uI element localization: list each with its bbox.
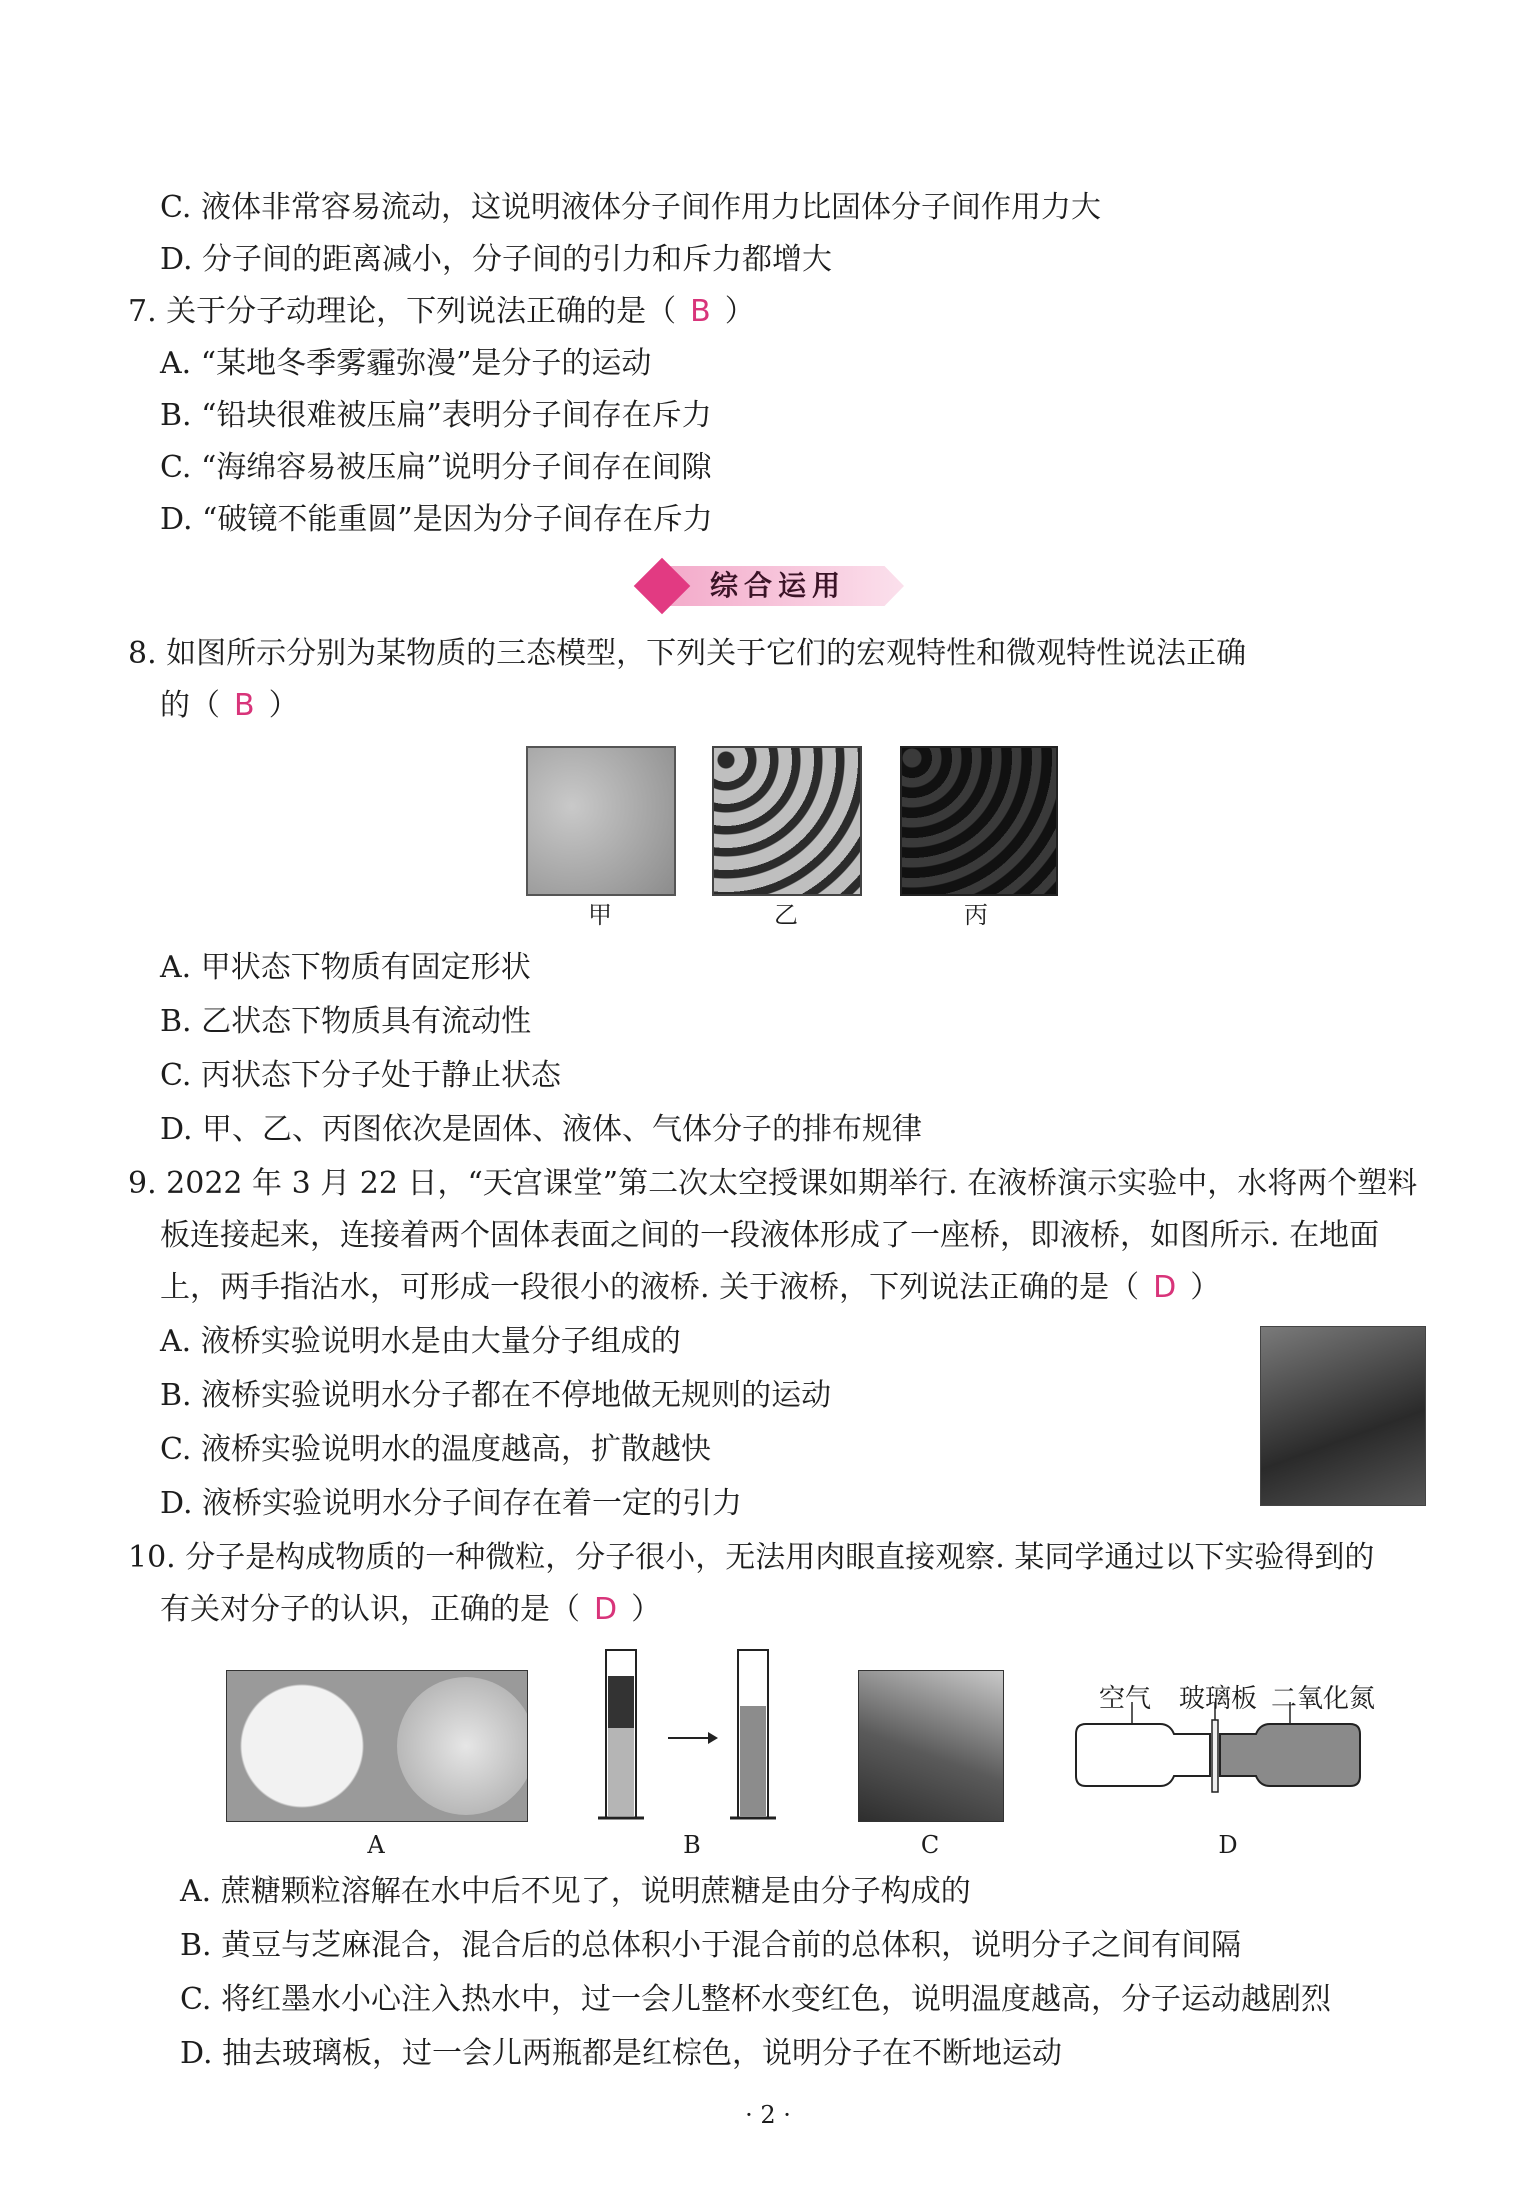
q10-option-b: B. 黄豆与芝麻混合，混合后的总体积小于混合前的总体积，说明分子之间有间隔 bbox=[180, 1928, 1242, 1963]
q10-answer: D bbox=[594, 1592, 618, 1627]
q10-figure-b-cylinder-right bbox=[730, 1650, 776, 1818]
q7-option-b: B. “铅块很难被压扁”表明分子间存在斥力 bbox=[160, 398, 712, 433]
q8-close: ） bbox=[268, 688, 299, 723]
q10-option-c: C. 将红墨水小心注入热水中，过一会儿整杯水变红色，说明温度越高，分子运动越剧烈 bbox=[180, 1982, 1331, 2017]
q9-stem-text: 上，两手指沾水，可形成一段很小的液桥. 关于液桥，下列说法正确的是（ bbox=[160, 1270, 1140, 1305]
q10-figure-b-cylinder-left bbox=[598, 1650, 644, 1818]
q8-stem-line1: 8. 如图所示分别为某物质的三态模型，下列关于它们的宏观特性和微观特性说法正确 bbox=[128, 636, 1247, 671]
q8-option-c: C. 丙状态下分子处于静止状态 bbox=[160, 1058, 561, 1093]
q9-option-c: C. 液桥实验说明水的温度越高，扩散越快 bbox=[160, 1432, 711, 1467]
q10-figure-a-sugar bbox=[226, 1670, 528, 1822]
q9-photo-liquid-bridge bbox=[1260, 1326, 1426, 1506]
q8-fig-label-3: 丙 bbox=[964, 901, 988, 929]
q10-fig-label-d: D bbox=[1218, 1831, 1238, 1859]
q8-figure-gas bbox=[526, 746, 676, 896]
q7-option-a: A. “某地冬季雾霾弥漫”是分子的运动 bbox=[160, 346, 652, 381]
q10-stem-line2 bbox=[160, 1590, 661, 1630]
q7-answer: B bbox=[690, 294, 711, 329]
section-title: 综合运用 bbox=[710, 569, 847, 602]
q10-stem-text: 有关对分子的认识，正确的是（ bbox=[160, 1592, 580, 1627]
q10-fig-label-b: B bbox=[683, 1831, 701, 1859]
q10-fig-label-a: A bbox=[367, 1831, 385, 1859]
q8-stem-line2 bbox=[160, 686, 299, 726]
q10-option-a: A. 蔗糖颗粒溶解在水中后不见了，说明蔗糖是由分子构成的 bbox=[180, 1874, 971, 1909]
q10-figure-b-cylinders bbox=[598, 1646, 788, 1826]
q7-stem-text: 7. 关于分子动理论，下列说法正确的是（ bbox=[128, 294, 677, 329]
q8-option-a: A. 甲状态下物质有固定形状 bbox=[160, 950, 531, 985]
q9-option-d: D. 液桥实验说明水分子间存在着一定的引力 bbox=[160, 1486, 743, 1521]
q10-figure-d-bottle-no2 bbox=[1220, 1724, 1360, 1786]
q9-stem-line3 bbox=[160, 1268, 1220, 1308]
q10-figure-c-ink bbox=[858, 1670, 1004, 1822]
q10-figure-d-label-air: 空气 bbox=[1098, 1684, 1151, 1714]
q10-close: ） bbox=[631, 1592, 662, 1627]
q7-option-d: D. “破镜不能重圆”是因为分子间存在斥力 bbox=[160, 502, 713, 537]
q6-option-d: D. 分子间的距离减小，分子间的引力和斥力都增大 bbox=[160, 242, 833, 277]
q10-fig-label-c: C bbox=[920, 1831, 940, 1859]
page-number: · 2 · bbox=[745, 2101, 791, 2129]
q9-stem-line2: 板连接起来，连接着两个固体表面之间的一段液体形成了一座桥，即液桥，如图所示. 在地面 bbox=[160, 1218, 1380, 1253]
q6-option-c: C. 液体非常容易流动，这说明液体分子间作用力比固体分子间作用力大 bbox=[160, 190, 1101, 225]
q10-figure-d-glass-plate bbox=[1212, 1720, 1218, 1792]
q10-figure-d-label-no2: 二氧化氮 bbox=[1270, 1684, 1375, 1714]
q9-answer: D bbox=[1153, 1270, 1177, 1305]
q8-fig-label-2: 乙 bbox=[774, 901, 798, 929]
q8-option-b: B. 乙状态下物质具有流动性 bbox=[160, 1004, 532, 1039]
q9-option-a: A. 液桥实验说明水是由大量分子组成的 bbox=[160, 1324, 681, 1359]
q8-stem-text: 的（ bbox=[160, 688, 220, 723]
q7-option-c: C. “海绵容易被压扁”说明分子间存在间隙 bbox=[160, 450, 712, 485]
q10-figure-b-arrow-icon bbox=[668, 1732, 718, 1744]
q8-figure-solid bbox=[900, 746, 1058, 896]
q10-figure-d-bottle-air bbox=[1076, 1724, 1210, 1786]
q10-option-d: D. 抽去玻璃板，过一会儿两瓶都是红棕色，说明分子在不断地运动 bbox=[180, 2036, 1063, 2071]
section-banner bbox=[632, 558, 922, 614]
q9-close: ） bbox=[1190, 1270, 1221, 1305]
q8-fig-label-1: 甲 bbox=[588, 901, 612, 929]
q8-answer: B bbox=[234, 688, 255, 723]
q10-stem-line1: 10. 分子是构成物质的一种微粒，分子很小，无法用肉眼直接观察. 某同学通过以下实验得到的 bbox=[128, 1540, 1375, 1575]
q9-stem-line1: 9. 2022 年 3 月 22 日，“天宫课堂”第二次太空授课如期举行. 在液桥演示实验中，水将两个塑料 bbox=[128, 1166, 1418, 1201]
q7-stem bbox=[128, 292, 755, 332]
q10-figure-d-label-glass: 玻璃板 bbox=[1178, 1684, 1257, 1714]
q8-option-d: D. 甲、乙、丙图依次是固体、液体、气体分子的排布规律 bbox=[160, 1112, 923, 1147]
q8-figure-liquid bbox=[712, 746, 862, 896]
q9-option-b: B. 液桥实验说明水分子都在不停地做无规则的运动 bbox=[160, 1378, 832, 1413]
q10-figure-a-water-bowl bbox=[397, 1677, 528, 1815]
q7-close: ） bbox=[724, 294, 755, 329]
